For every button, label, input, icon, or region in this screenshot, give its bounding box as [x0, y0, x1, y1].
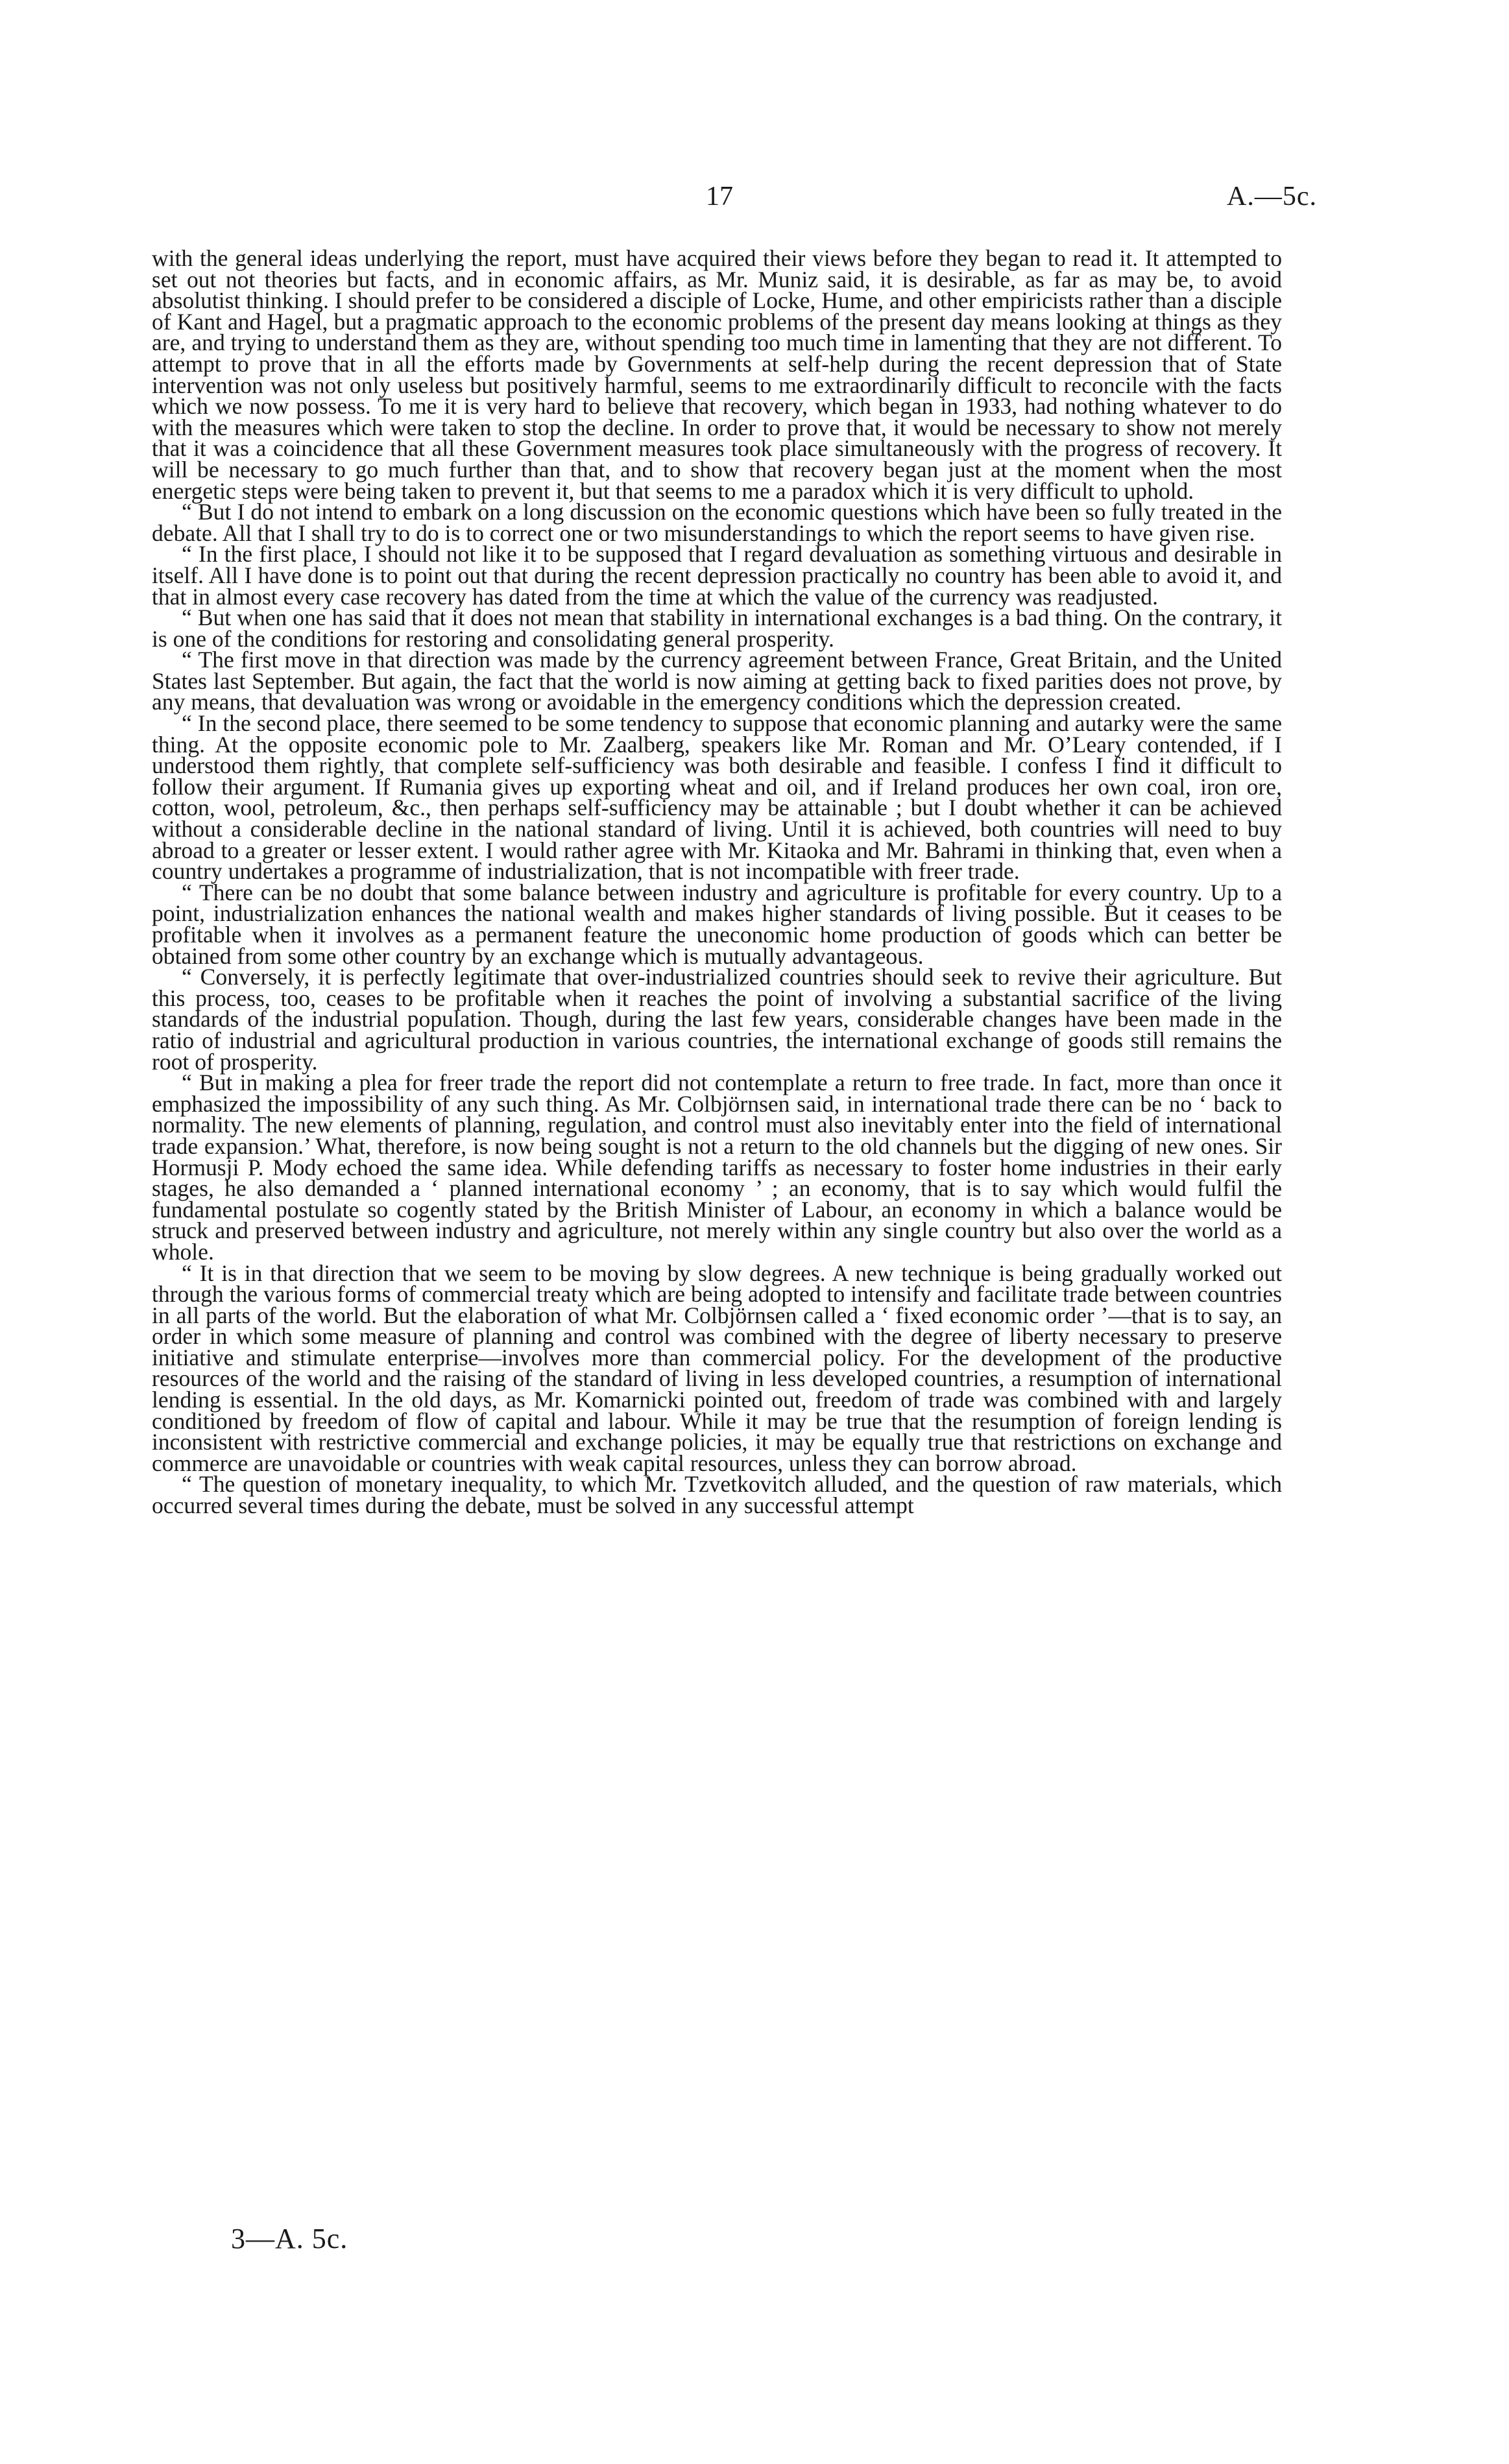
paragraph: with the general ideas underlying the report, must have acquired their views before they began to read it. It attempted to set out not theories but facts, and in economic affairs, as Mr. Muniz said, it is desirable, as far as may be, to avoid absolutist thinking. I should prefer to be considered a disciple of Locke, Hume, and other empiricists rather than a disciple of Kant and Hagel, but a pragmatic approach to the economic problems of the present day means looking at things as they are, and trying to understand them as they are, without spending too much time in lamenting that they are not different. To attempt to prove that in all the efforts made by Governments at self-help during the recent depression that of State intervention was not only useless but positively harmful, seems to me extraordinarily difficult to reconcile with the facts which we now possess. To me it is very hard to believe that recovery, which began in 1933, had nothing whatever to do with the measures which were taken to stop the decline. In order to prove that, it would be necessary to show not merely that it was a coincidence that all these Government measures took place simultaneously with the progress of recovery. It will be necessary to go much further than that, and to show that recovery began just at the moment when the most energetic steps were being taken to prevent it, but that seems to me a paradox which it is very difficult to uphold. [152, 245, 1282, 504]
paragraph: “ In the second place, there seemed to be some tendency to suppose that economic planning and autarky were the same thing. At the opposite economic pole to Mr. Zaalberg, speakers like Mr. Roman and Mr. O’Leary contended, if I understood them rightly, that complete self-sufficiency was both desirable and feasible. I confess I find it difficult to follow their argument. If Rumania gives up exporting wheat and oil, and if Ireland produces her own coal, iron ore, cotton, wool, petroleum, &c., then perhaps self-sufficiency may be attainable ; but I doubt whether it can be achieved without a considerable decline in the national standard of living. Until it is achieved, both countries will need to buy abroad to a greater or lesser extent. I would rather agree with Mr. Kitaoka and Mr. Bahrami in thinking that, even when a country undertakes a programme of industrialization, that is not incompatible with freer trade. [152, 710, 1282, 885]
paper-reference: A.—5c. [1227, 182, 1317, 211]
paragraph: “ There can be no doubt that some balance between industry and agriculture is profitable for every country. Up to a point, industrialization enhances the national wealth and makes higher standards of living possible. But it ceases to be profitable when it involves as a permanent feature the uneconomic home production of goods which can better be obtained from some other country by an exchange which is mutually advantageous. [152, 879, 1282, 969]
paragraph: “ In the first place, I should not like it to be supposed that I regard devaluation as something virtuous and desirable in itself. All I have done is to point out that during the recent depression practically no country has been able to avoid it, and that in almost every case recovery has dated from the time at which the value of the currency was readjusted. [152, 541, 1282, 610]
paragraph: “ But when one has said that it does not mean that stability in international exchanges is a bad thing. On the contrary, it is one of the conditions for restoring and consolidating general prosperity. [152, 604, 1282, 652]
signature-mark: 3—A. 5c. [231, 2223, 348, 2255]
paragraph: “ Conversely, it is perfectly legitimate that over-industrialized countries should seek to revive their agriculture. But this process, too, ceases to be profitable when it reaches the point of involving a substantial sacrifice of the living standards of the industrial population. Though, during the last few years, considerable changes have been made in the ratio of industrial and agricultural production in various countries, the international exchange of goods still remains the root of prosperity. [152, 964, 1282, 1075]
body-text [152, 245, 1282, 1519]
paragraph: “ The first move in that direction was made by the currency agreement between France, Great Britain, and the United States last September. But again, the fact that the world is now aiming at getting back to fixed parities does not prove, by any means, that devaluation was wrong or avoidable in the emergency conditions which the depression created. [152, 647, 1282, 715]
paragraph: “ The question of monetary inequality, to which Mr. Tzvetkovitch alluded, and the question of raw materials, which occurred several times during the debate, must be solved in any successful attempt [152, 1471, 1282, 1519]
page-header [0, 180, 1509, 219]
page-number: 17 [706, 182, 733, 211]
paragraph: “ It is in that direction that we seem to be moving by slow degrees. A new technique is being gradually worked out through the various forms of commercial treaty which are being adopted to intensify and facilitate trade between countries in all parts of the world. But the elaboration of what Mr. Colbjörnsen called a ‘ fixed economic order ’—that is to say, an order in which some measure of planning and control was combined with the degree of liberty necessary to preserve initiative and stimulate enterprise—involves more than commercial policy. For the development of the productive resources of the world and the raising of the standard of living in less developed countries, a resumption of international lending is essential. In the old days, as Mr. Komarnicki pointed out, freedom of trade was combined with and largely conditioned by freedom of flow of capital and labour. While it may be true that the resumption of foreign lending is inconsistent with restrictive commercial and exchange policies, it may be equally true that restrictions on exchange and commerce are unavoidable or countries with weak capital resources, unless they can borrow abroad. [152, 1260, 1282, 1476]
paragraph: “ But I do not intend to embark on a long discussion on the economic questions which have been so fully treated in the debate. All that I shall try to do is to correct one or two misunderstandings to which the report seems to have given rise. [152, 499, 1282, 546]
paragraph: “ But in making a plea for freer trade the report did not contemplate a return to free trade. In fact, more than once it emphasized the impossibility of any such thing. As Mr. Colbjörnsen said, in international trade there can be no ‘ back to normality. The new elements of planning, regulation, and control must also inevitably enter into the field of international trade expansion.’ What, therefore, is now being sought is not a return to the old channels but the digging of new ones. Sir Hormusji P. Mody echoed the same idea. While defending tariffs as necessary to foster home industries in their early stages, he also demanded a ‘ planned international economy ’ ; an economy, that is to say which would fulfil the fundamental postulate so cogently stated by the British Minister of Labour, an economy in which a balance would be struck and preserved between industry and agriculture, not merely within any single country but also over the world as a whole. [152, 1070, 1282, 1265]
